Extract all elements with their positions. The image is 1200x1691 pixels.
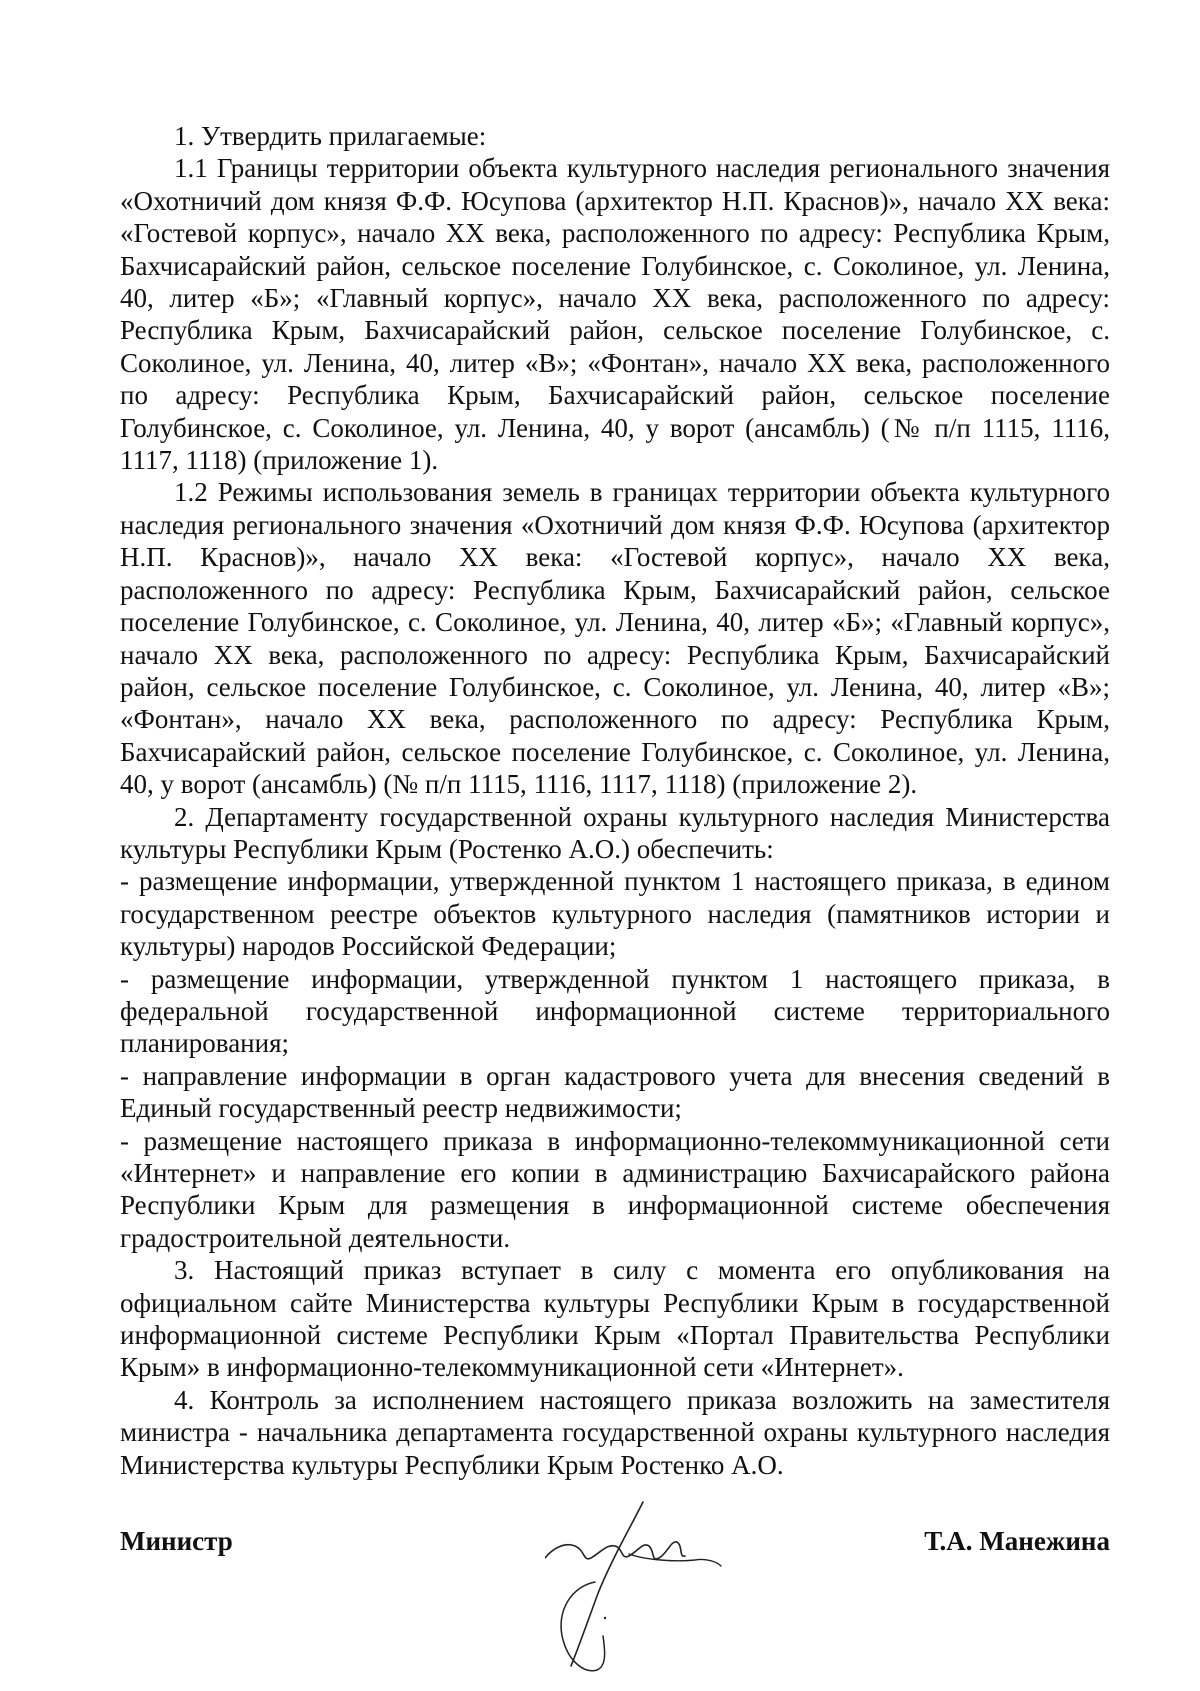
paragraph-2: 2. Департаменту государственной охраны культурного наследия Министерства культуры Республики Крым (Ростенко А.О.) обеспечить: <box>120 801 1110 864</box>
signatory-name: Т.А. Манежина <box>924 1526 1110 1556</box>
paragraph-1: 1. Утвердить прилагаемые: <box>174 121 487 151</box>
paragraph-1-1: 1.1 Границы территории объекта культурного наследия регионального значения «Охотничий дом князя Ф.Ф. Юсупова (архитектор Н.П. Краснов)», начало XX века: «Гостевой корпус», начало XX века, расположенного по адресу: Республика Крым, Бахчисарайский район, сельское поселение Голубинское, с. Соколиное, ул. Ленина, 40, литер «Б»; «Главный корпус», начало XX века, расположенного по адресу: Республика Крым, Бахчисарайский район, сельское поселение Голубинское, с. Соколиное, ул. Ленина, 40, литер «В»; «Фонтан», начало XX века, расположенного по адресу: Республика Крым, Бахчисарайский район, сельское поселение Голубинское, с. Соколиное, ул. Ленина, 40, у ворот (ансамбль) (№ п/п 1115, 1116, 1117, 1118) (приложение 1). <box>120 153 1110 476</box>
list-item: - направление информации в орган кадастрового учета для внесения сведений в Единый государственный реестр недвижимости; <box>120 1060 1110 1124</box>
list-item: - размещение настоящего приказа в информационно-телекоммуникационной сети «Интернет» и направление его копии в администрацию Бахчисарайского района Республики Крым для размещения в информационной системе обеспечения градостроительной деятельности. <box>120 1125 1110 1253</box>
list-item: - размещение информации, утвержденной пунктом 1 настоящего приказа, в едином государственном реестре объектов культурного наследия (памятников истории и культуры) народов Российской Федерации; <box>120 866 1110 962</box>
paragraph-1-2: 1.2 Режимы использования земель в границах территории объекта культурного наследия регионального значения «Охотничий дом князя Ф.Ф. Юсупова (архитектор Н.П. Краснов)», начало XX века: «Гостевой корпус», начало XX века, расположенного по адресу: Республика Крым, Бахчисарайский район, сельское поселение Голубинское, с. Соколиное, ул. Ленина, 40, литер «Б»; «Главный корпус», начало XX века, расположенного по адресу: Республика Крым, Бахчисарайский район, сельское поселение Голубинское, с. Соколиное, ул. Ленина, 40, литер «В»; «Фонтан», начало XX века, расположенного по адресу: Республика Крым, Бахчисарайский район, сельское поселение Голубинское, с. Соколиное, ул. Ленина, 40, у ворот (ансамбль) (№ п/п 1115, 1116, 1117, 1118) (приложение 2). <box>120 477 1110 800</box>
list-item: - размещение информации, утвержденной пунктом 1 настоящего приказа, в федеральной государственной информационной системе территориального планирования; <box>120 963 1110 1059</box>
signatory-title: Министр <box>120 1526 233 1556</box>
handwritten-signature <box>545 1500 735 1680</box>
paragraph-3: 3. Настоящий приказ вступает в силу с момента его опубликования на официальном сайте Министерства культуры Республики Крым в государственной информационной системе Республики Крым «Портал Правительства Республики Крым» в информационно-телекоммуникационной сети «Интернет». <box>120 1255 1110 1383</box>
paragraph-4: 4. Контроль за исполнением настоящего приказа возложить на заместителя министра - начальника департамента государственной охраны культурного наследия Министерства культуры Республики Крым Ростенко А.О. <box>120 1384 1110 1480</box>
document-body <box>120 120 1110 1481</box>
